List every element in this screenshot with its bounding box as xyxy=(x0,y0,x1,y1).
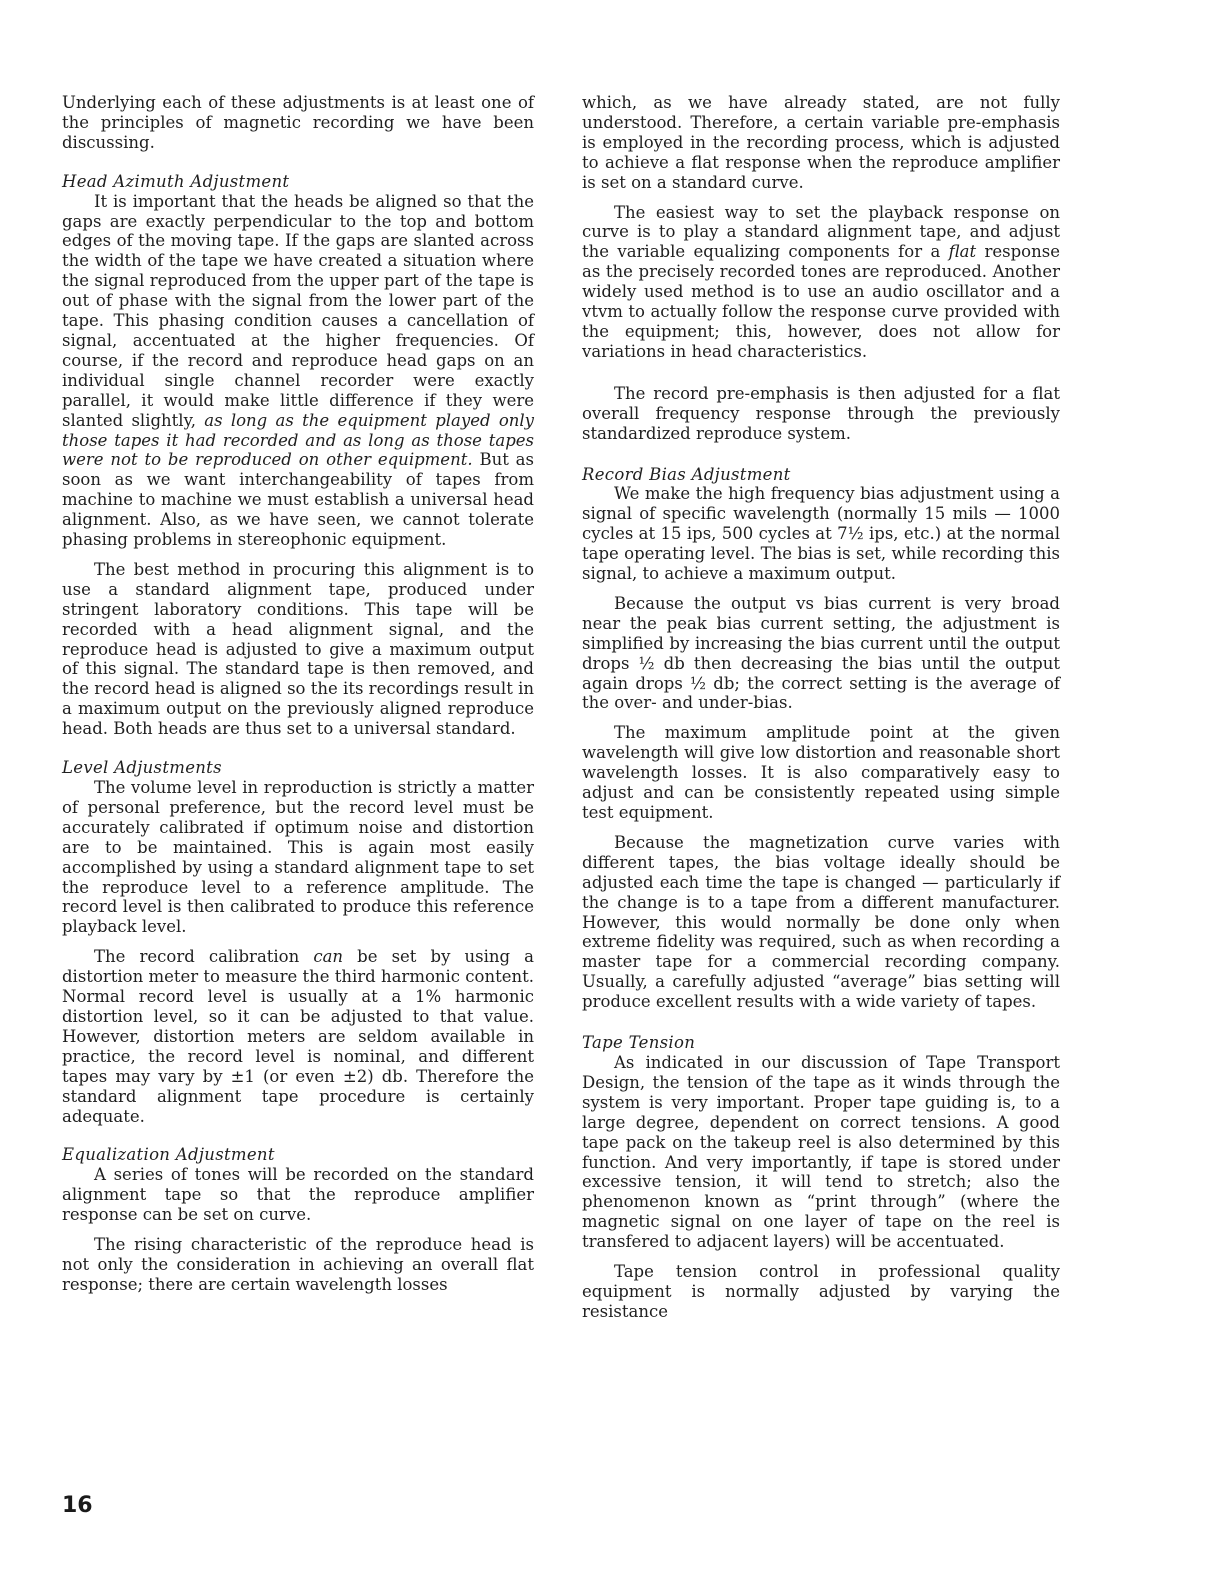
intro-paragraph: Underlying each of these adjustments is at least one of the principles of magnetic recording we have been discussing. xyxy=(62,93,534,152)
continuation-paragraph: which, as we have already stated, are not fully understood. Therefore, a certain variable pre-emphasis is employed in the recording process, which is adjusted to achieve a flat response when the reproduce amplifier is set on a standard curve. xyxy=(582,93,1060,192)
tension-paragraph-1: As indicated in our discussion of Tape Transport Design, the tension of the tape as it winds through the system is very important. Proper tape guiding is, to a large degree, dependent on correct tensions. A good tape pack on the takeup reel is also determined by this function. And very importantly, if tape is stored under excessive tension, it will tend to stretch; also the phenomenon known as “print through” (where the magnetic signal on one layer of tape on the reel is transfered to adjacent layers) will be accentuated. xyxy=(582,1052,1060,1252)
tension-paragraph-2: Tape tension control in professional quality equipment is normally adjusted by varying the resistance xyxy=(582,1262,1060,1321)
page-number: 16 xyxy=(62,1493,93,1518)
bias-paragraph-4: Because the magnetization curve varies with different tapes, the bias voltage ideally should be adjusted each time the tape is changed — particularly if the change is to a tape from a different manufacturer. However, this would normally be done only when extreme fidelity was required, such as when recording a master tape for a commercial recording company. Usually, a carefully adjusted “average” bias setting will produce excellent results with a wide variety of tapes. xyxy=(582,832,1060,1012)
equalization-heading: Equalization Adjustment xyxy=(62,1145,275,1165)
bias-paragraph-2: Because the output vs bias current is very broad near the peak bias current setting, the adjustment is simplified by increasing the bias current until the output drops ½ db then decreasing the bias until the output again drops ½ db; the correct setting is the average of the over- and under-bias. xyxy=(582,593,1060,713)
left-column xyxy=(62,93,534,1295)
level-paragraph-2: The record calibration can be set by using a distortion meter to measure the third harmonic content. Normal record level is usually at a 1% harmonic distortion level, so it can be adjusted to that value. However, distortion meters are seldom available in practice, the record level is nominal, and different tapes may vary by ±1 (or even ±2) db. Therefore the standard alignment tape procedure is certainly adequate. xyxy=(62,947,534,1126)
tape-tension-heading: Tape Tension xyxy=(582,1033,696,1053)
bias-paragraph-3: The maximum amplitude point at the given wavelength will give low distortion and reasonable short wavelength losses. It is also comparatively easy to adjust and can be consistently repeated using simple test equipment. xyxy=(582,723,1060,822)
equalization-paragraph-2: The rising characteristic of the reproduce head is not only the consideration in achieving an overall flat response; there are certain wavelength losses xyxy=(62,1235,534,1294)
head-azimuth-paragraph-2: The best method in procuring this alignment is to use a standard alignment tape, produced under stringent laboratory conditions. This tape will be recorded with a head alignment signal, and the reproduce head is adjusted to give a maximum output of this signal. The standard tape is then removed, and the record head is aligned so the its recordings result in a maximum output on the previously aligned reproduce head. Both heads are thus set to a universal standard. xyxy=(62,559,534,739)
head-azimuth-paragraph-1: It is important that the heads be aligned so that the gaps are exactly perpendicular to the top and bottom edges of the moving tape. If the gaps are slanted across the width of the tape we have created a situation where the signal reproduced from the upper part of the tape is out of phase with the signal from the lower part of the tape. This phasing condition causes a cancellation of signal, accentuated at the higher frequencies. Of course, if the record and reproduce head gaps on an individual single channel recorder were exactly parallel, it would make little difference if they were slanted slightly, as long as the equipment played only those tapes it had recorded and as long as those tapes were not to be reproduced on other equipment. But as soon as we want interchangeability of tapes from machine to machine we must establish a universal head alignment. Also, as we have seen, we cannot tolerate phasing problems in stereophonic equipment. xyxy=(62,191,534,550)
head-azimuth-heading: Head Azimuth Adjustment xyxy=(62,171,290,191)
level-paragraph-1: The volume level in reproduction is strictly a matter of personal preference, but the record level must be accurately calibrated if optimum noise and distortion are to be maintained. This is again most easily accomplished by using a standard alignment tape to set the reproduce level to a reference amplitude. The record level is then calibrated to produce this reference playback level. xyxy=(62,778,534,937)
bias-paragraph-1: We make the high frequency bias adjustment using a signal of specific wavelength (normally 15 mils — 1000 cycles at 15 ips, 500 cycles at 7½ ips, etc.) at the normal tape operating level. The bias is set, while recording this signal, to achieve a maximum output. xyxy=(582,484,1060,584)
playback-paragraph: The easiest way to set the playback response on curve is to play a standard alignment tape, and adjust the variable equalizing components for a flat response as the precisely recorded tones are reproduced. Another widely used method is to use an audio oscillator and a vtvm to actually follow the response curve provided with the equipment; this, however, does not allow for variations in head characteristics. xyxy=(582,202,1060,361)
level-adjustments-heading: Level Adjustments xyxy=(62,758,222,778)
preemphasis-paragraph: The record pre-emphasis is then adjusted for a flat overall frequency response through the previously standardized reproduce system. xyxy=(582,383,1060,443)
right-column xyxy=(582,93,1060,1322)
record-bias-heading: Record Bias Adjustment xyxy=(582,464,791,484)
equalization-paragraph-1: A series of tones will be recorded on the standard alignment tape so that the reproduce amplifier response can be set on curve. xyxy=(62,1165,534,1225)
